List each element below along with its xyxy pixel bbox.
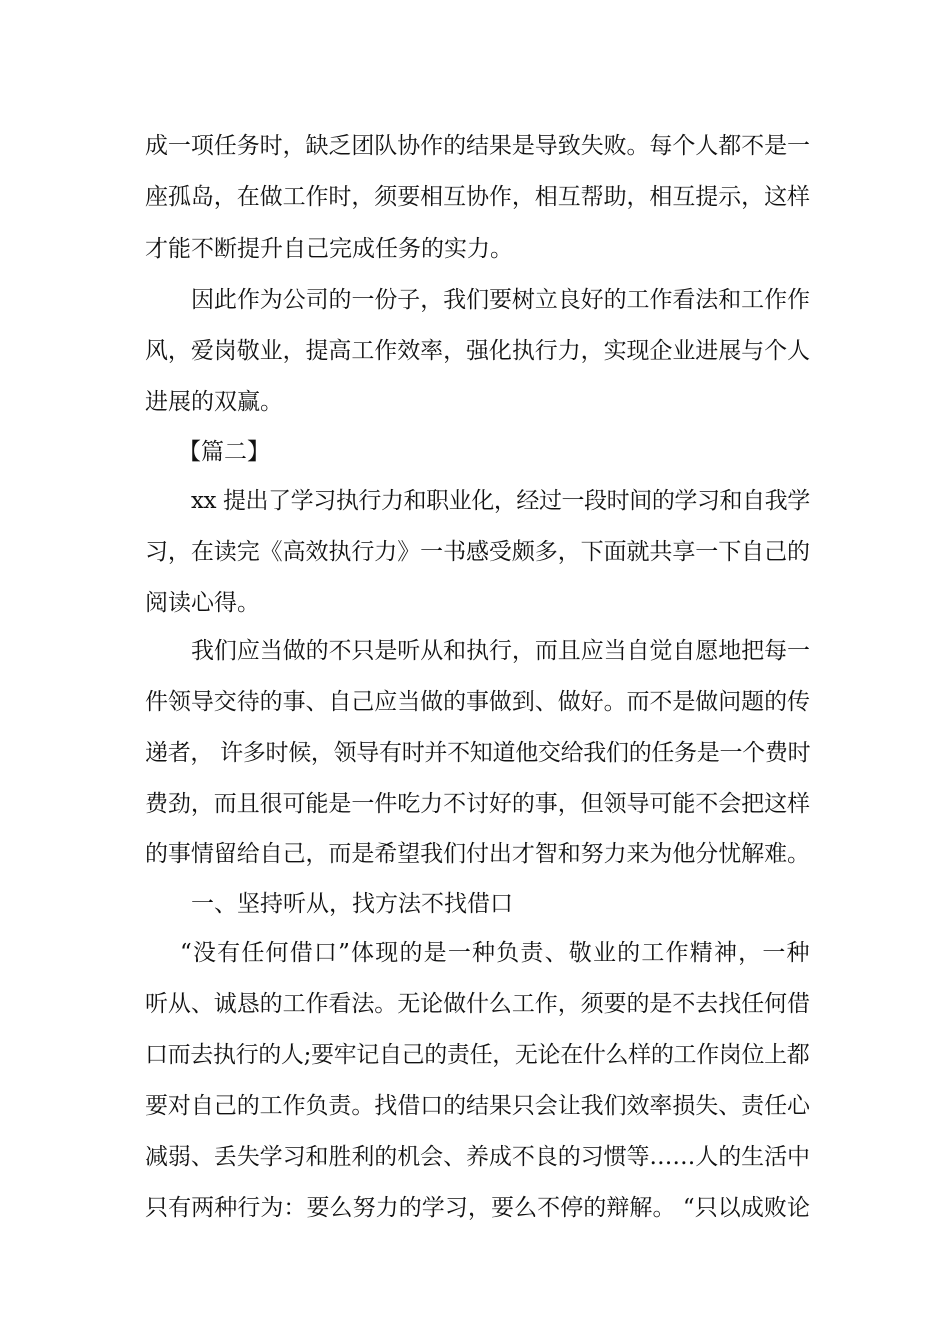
- text-line: “没有任何借口”体现的是一种负责、敬业的工作精神，一种: [180, 940, 811, 966]
- section-title: 【篇二】: [178, 439, 270, 465]
- text-line: 费劲，而且很可能是一件吃力不讨好的事，但领导可能不会把这样: [145, 791, 810, 817]
- text-line: 递者， 许多时候，领导有时并不知道他交给我们的任务是一个费时: [145, 740, 811, 766]
- text-line: 听从、诚恳的工作看法。无论做什么工作，须要的是不去找任何借: [145, 991, 810, 1017]
- subheading-title: 一、坚持听从，找方法不找借口: [191, 891, 513, 917]
- text-line: 才能不断提升自己完成任务的实力。: [145, 236, 513, 262]
- text-line: 件领导交待的事、自己应当做的事做到、做好。而不是做问题的传: [145, 689, 810, 715]
- text-line: 风，爱岗敬业，提高工作效率，强化执行力，实现企业进展与个人: [145, 338, 810, 364]
- text-line: 因此作为公司的一份子，我们要树立良好的工作看法和工作作: [191, 287, 810, 313]
- text-line: 只有两种行为：要么努力的学习，要么不停的辩解。 “只以成败论: [145, 1195, 811, 1221]
- text-line: 要对自己的工作负责。找借口的结果只会让我们效率损失、责任心: [145, 1093, 810, 1119]
- text-line: 我们应当做的不只是听从和执行，而且应当自觉自愿地把每一: [191, 638, 810, 664]
- text-line: 习，在读完《高效执行力》一书感受颇多，下面就共享一下自己的: [145, 539, 810, 565]
- text-line: 阅读心得。: [145, 590, 260, 616]
- text-line: 减弱、丢失学习和胜利的机会、养成不良的习惯等……人的生活中: [145, 1144, 810, 1170]
- text-line: xx 提出了学习执行力和职业化，经过一段时间的学习和自我学: [191, 488, 810, 514]
- text-line: 口而去执行的人;要牢记自己的责任，无论在什么样的工作岗位上都: [145, 1042, 810, 1068]
- text-line: 进展的双赢。: [145, 389, 283, 415]
- text-line: 成一项任务时，缺乏团队协作的结果是导致失败。每个人都不是一: [145, 133, 810, 159]
- text-line: 座孤岛，在做工作时，须要相互协作，相互帮助，相互提示，这样: [145, 184, 810, 210]
- text-line: 的事情留给自己，而是希望我们付出才智和努力来为他分忧解难。: [145, 841, 810, 867]
